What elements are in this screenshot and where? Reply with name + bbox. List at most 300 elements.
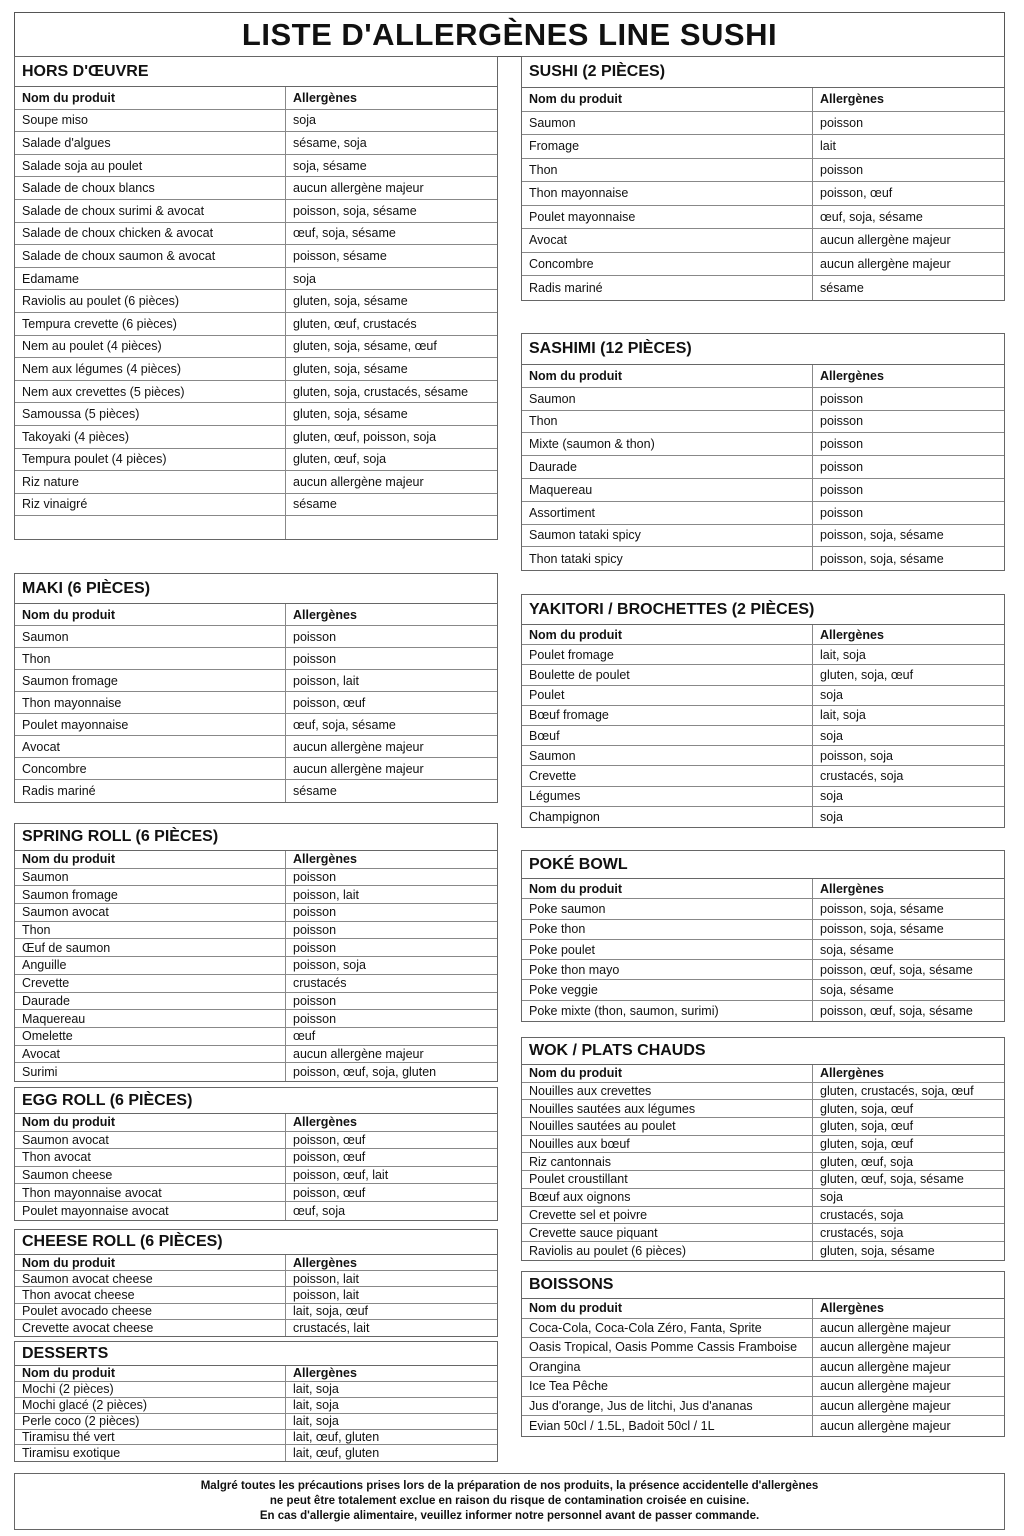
product-name: Bœuf aux oignons (522, 1189, 813, 1206)
product-name: Coca-Cola, Coca-Cola Zéro, Fanta, Sprite (522, 1319, 813, 1338)
allergen-list: soja, sésame (293, 158, 367, 173)
table-row (522, 1118, 1004, 1136)
table-row (522, 229, 1004, 253)
table-row (15, 904, 497, 922)
table-row (15, 1382, 497, 1398)
allergen-list: aucun allergène majeur (820, 1418, 951, 1433)
allergen-list: poisson, soja, sésame (820, 922, 944, 937)
table-row (15, 313, 497, 336)
allergen-list (286, 516, 497, 539)
product-name: Thon tataki spicy (522, 547, 813, 570)
table-row (15, 268, 497, 291)
table-row (15, 516, 497, 539)
product-name: Saumon fromage (15, 670, 286, 691)
table-row (15, 132, 497, 155)
table-row (15, 494, 497, 517)
allergen-list: lait, œuf, gluten (293, 1430, 380, 1444)
product-name: Nem au poulet (4 pièces) (15, 336, 286, 358)
table-row (522, 1207, 1004, 1225)
allergen-table (522, 1065, 1004, 1260)
allergen-list: poisson (820, 482, 864, 497)
product-name: Poke poulet (522, 940, 813, 959)
product-name: Soupe miso (15, 110, 286, 132)
allergen-table (522, 365, 1004, 570)
product-name: Thon (15, 648, 286, 669)
product-name: Nouilles aux bœuf (522, 1136, 813, 1153)
table-row (522, 182, 1004, 206)
column-header-allergens: Allergènes (293, 1366, 357, 1381)
allergen-list: poisson (293, 993, 337, 1008)
product-name: Saumon (522, 112, 813, 135)
column-header-allergens: Allergènes (293, 1115, 357, 1130)
table-row (15, 670, 497, 692)
table-header-row (522, 365, 1004, 388)
column-header-allergens: Allergènes (820, 1301, 884, 1316)
table-row (15, 381, 497, 404)
section-title: HORS D'ŒUVRE (15, 57, 497, 87)
table-row (522, 1397, 1004, 1417)
product-name: Tempura poulet (4 pièces) (15, 449, 286, 471)
column-header-product: Nom du produit (522, 1299, 813, 1318)
allergen-list: gluten, soja, crustacés, sésame (293, 384, 469, 399)
allergen-list: poisson (293, 923, 337, 938)
allergen-list: gluten, œuf, poisson, soja (293, 429, 437, 444)
table-row (15, 245, 497, 268)
table-row (522, 980, 1004, 1000)
product-name: Radis mariné (522, 276, 813, 300)
table-row (522, 746, 1004, 766)
allergen-list: aucun allergène majeur (820, 233, 951, 248)
product-name: Poulet mayonnaise (522, 206, 813, 229)
allergen-list: poisson (293, 905, 337, 920)
allergen-list: poisson (820, 115, 864, 130)
allergen-list: gluten, œuf, crustacés (293, 316, 417, 331)
table-row (15, 1202, 497, 1220)
product-name: Salade de choux blancs (15, 177, 286, 199)
section-title: EGG ROLL (6 PIÈCES) (15, 1088, 497, 1114)
column-header-allergens: Allergènes (293, 607, 357, 622)
allergen-list: crustacés (293, 976, 347, 991)
table-row (15, 869, 497, 887)
product-name: Riz nature (15, 471, 286, 493)
allergen-list: œuf, soja, sésame (293, 226, 396, 241)
allergen-list: crustacés, lait (293, 1320, 370, 1335)
allergen-list: crustacés, soja (820, 768, 904, 783)
allergen-table (15, 1114, 497, 1220)
product-name: Raviolis au poulet (6 pièces) (522, 1242, 813, 1260)
allergen-table (522, 879, 1004, 1021)
product-name: Avocat (15, 1046, 286, 1063)
page-title-box (14, 12, 1005, 57)
table-row (15, 1063, 497, 1081)
allergen-list: lait, soja (293, 1414, 339, 1429)
product-name: Ice Tea Pêche (522, 1377, 813, 1396)
allergen-list: lait, soja (293, 1398, 339, 1413)
allergen-list: lait, soja, œuf (293, 1304, 369, 1319)
table-row (15, 1398, 497, 1414)
product-name: Thon mayonnaise (522, 182, 813, 205)
allergen-list: poisson (820, 505, 864, 520)
product-name: Saumon avocat (15, 1132, 286, 1149)
allergen-list: poisson, sésame (293, 248, 387, 263)
product-name: Thon mayonnaise avocat (15, 1184, 286, 1201)
product-name: Poulet avocado cheese (15, 1304, 286, 1319)
column-header-product: Nom du produit (15, 851, 286, 868)
allergen-list: poisson (293, 940, 337, 955)
page-title: LISTE D'ALLERGÈNES LINE SUSHI (241, 16, 778, 52)
table-row (15, 403, 497, 426)
product-name: Takoyaki (4 pièces) (15, 426, 286, 448)
table-row (15, 975, 497, 993)
column-header-product: Nom du produit (522, 88, 813, 111)
table-row (522, 807, 1004, 827)
column-header-product: Nom du produit (15, 1114, 286, 1131)
product-name: Avocat (522, 229, 813, 252)
allergen-table (15, 851, 497, 1081)
product-name: Poulet fromage (522, 645, 813, 664)
allergen-list: sésame (293, 497, 337, 512)
column-header-product: Nom du produit (522, 625, 813, 644)
product-name: Maquereau (522, 479, 813, 501)
section-desserts (14, 1341, 498, 1462)
allergen-list: gluten, soja, sésame (293, 407, 408, 422)
allergen-list: aucun allergène majeur (820, 256, 951, 271)
table-row (15, 1271, 497, 1287)
table-row (522, 112, 1004, 136)
column-header-allergens: Allergènes (293, 852, 357, 867)
product-name: Edamame (15, 268, 286, 290)
product-name: Nem aux crevettes (5 pièces) (15, 381, 286, 403)
allergen-list: poisson (820, 162, 864, 177)
table-row (15, 1445, 497, 1461)
product-name: Crevette (522, 766, 813, 785)
table-header-row (15, 1114, 497, 1132)
allergen-list: poisson, lait (293, 1271, 360, 1286)
allergen-list: gluten, œuf, soja (820, 1154, 914, 1169)
allergen-list: soja, sésame (820, 942, 894, 957)
section-cheese-roll (14, 1229, 498, 1337)
table-row (522, 433, 1004, 456)
product-name: Thon mayonnaise (15, 692, 286, 713)
allergen-list: poisson (820, 437, 864, 452)
product-name: Poke mixte (thon, saumon, surimi) (522, 1001, 813, 1021)
section-title: SASHIMI (12 PIÈCES) (522, 334, 1004, 365)
allergen-list: poisson, lait (293, 673, 360, 688)
table-row (15, 1132, 497, 1150)
section-poke-bowl (521, 850, 1005, 1022)
table-header-row (522, 1299, 1004, 1319)
product-name: Nem aux légumes (4 pièces) (15, 358, 286, 380)
table-row (522, 940, 1004, 960)
table-row (522, 1171, 1004, 1189)
table-row (15, 1149, 497, 1167)
allergen-list: poisson, lait (293, 887, 360, 902)
allergen-list: œuf, soja (293, 1203, 346, 1218)
table-row (522, 206, 1004, 230)
product-name: Riz vinaigré (15, 494, 286, 516)
table-header-row (522, 879, 1004, 899)
allergen-list: gluten, soja, sésame (820, 1243, 935, 1258)
allergen-list: œuf (293, 1029, 316, 1044)
product-name: Perle coco (2 pièces) (15, 1414, 286, 1429)
section-sushi (521, 56, 1005, 301)
column-header-allergens: Allergènes (820, 627, 884, 642)
product-name: Avocat (15, 736, 286, 757)
allergen-list: poisson (820, 414, 864, 429)
table-header-row (15, 1255, 497, 1271)
product-name: Crevette sauce piquant (522, 1224, 813, 1241)
table-row (522, 502, 1004, 525)
column-header-product: Nom du produit (15, 1366, 286, 1381)
allergen-list: poisson, soja, sésame (820, 551, 944, 566)
allergen-table (15, 87, 497, 539)
table-row (15, 1028, 497, 1046)
product-name: Boulette de poulet (522, 665, 813, 684)
allergen-list: lait (820, 139, 836, 154)
allergen-list: poisson (293, 651, 337, 666)
product-name: Nouilles sautées aux légumes (522, 1100, 813, 1117)
allergen-list: aucun allergène majeur (293, 181, 424, 196)
allergen-list: aucun allergène majeur (820, 1379, 951, 1394)
product-name: Saumon avocat cheese (15, 1271, 286, 1286)
allergen-list: lait, soja (293, 1382, 339, 1397)
product-name: Daurade (522, 456, 813, 478)
product-name: Salade de choux surimi & avocat (15, 200, 286, 222)
product-name (15, 516, 286, 539)
product-name: Poke thon mayo (522, 960, 813, 979)
product-name: Mochi glacé (2 pièces) (15, 1398, 286, 1413)
column-header-product: Nom du produit (15, 604, 286, 625)
allergen-list: soja (820, 728, 843, 743)
product-name: Jus d'orange, Jus de litchi, Jus d'ananas (522, 1397, 813, 1416)
allergen-list: gluten, crustacés, soja, œuf (820, 1084, 974, 1099)
allergen-list: gluten, soja, sésame (293, 361, 408, 376)
table-row (15, 736, 497, 758)
table-row (522, 1224, 1004, 1242)
table-row (15, 1430, 497, 1446)
product-name: Bœuf fromage (522, 706, 813, 725)
table-row (15, 886, 497, 904)
table-row (522, 479, 1004, 502)
table-row (15, 1046, 497, 1064)
table-row (522, 388, 1004, 411)
allergen-list: œuf, soja, sésame (293, 717, 396, 732)
section-wok (521, 1037, 1005, 1261)
allergen-list: gluten, soja, œuf (820, 1101, 914, 1116)
table-row (15, 358, 497, 381)
allergen-list: poisson, œuf (820, 186, 893, 201)
allergen-list: aucun allergène majeur (820, 1359, 951, 1374)
allergen-list: soja, sésame (820, 983, 894, 998)
table-row (15, 780, 497, 802)
table-row (522, 1189, 1004, 1207)
product-name: Salade d'algues (15, 132, 286, 154)
table-row (15, 993, 497, 1011)
allergen-list: soja (820, 1190, 843, 1205)
section-yakitori (521, 594, 1005, 828)
product-name: Crevette avocat cheese (15, 1320, 286, 1336)
product-name: Nouilles aux crevettes (522, 1083, 813, 1100)
product-name: Maquereau (15, 1010, 286, 1027)
allergen-list: sésame (820, 280, 864, 295)
allergen-list: poisson, œuf (293, 1132, 366, 1147)
table-header-row (15, 604, 497, 626)
allergen-list: gluten, soja, sésame (293, 294, 408, 309)
product-name: Salade de choux saumon & avocat (15, 245, 286, 267)
allergen-list: gluten, soja, œuf (820, 667, 914, 682)
column-header-allergens: Allergènes (820, 1066, 884, 1081)
table-row (15, 471, 497, 494)
table-row (15, 957, 497, 975)
product-name: Thon avocat cheese (15, 1287, 286, 1302)
table-row (522, 1242, 1004, 1260)
allergen-table (522, 1299, 1004, 1436)
allergen-list: crustacés, soja (820, 1207, 904, 1222)
table-row (15, 714, 497, 736)
product-name: Œuf de saumon (15, 939, 286, 956)
product-name: Crevette (15, 975, 286, 992)
allergen-list: sésame (293, 784, 337, 798)
product-name: Poulet (522, 686, 813, 705)
table-row (15, 626, 497, 648)
product-name: Salade soja au poulet (15, 155, 286, 177)
table-row (522, 547, 1004, 570)
allergen-list: poisson, œuf, soja, sésame (820, 1003, 973, 1018)
table-row (15, 1304, 497, 1320)
product-name: Thon (522, 411, 813, 433)
disclaimer-line-3: En cas d'allergie alimentaire, veuillez informer notre personnel avant de passer commande. (259, 1510, 760, 1522)
table-row (522, 960, 1004, 980)
product-name: Saumon fromage (15, 886, 286, 903)
product-name: Saumon (522, 388, 813, 410)
allergen-list: gluten, œuf, soja (293, 452, 387, 467)
allergen-list: sésame, soja (293, 135, 367, 150)
table-row (522, 787, 1004, 807)
table-row (522, 1319, 1004, 1339)
table-row (522, 706, 1004, 726)
product-name: Tiramisu thé vert (15, 1430, 286, 1445)
product-name: Radis mariné (15, 780, 286, 802)
allergen-list: lait, œuf, gluten (293, 1446, 380, 1461)
product-name: Omelette (15, 1028, 286, 1045)
table-header-row (522, 1065, 1004, 1083)
allergen-list: poisson, lait (293, 1287, 360, 1302)
allergen-table (15, 604, 497, 802)
product-name: Thon avocat (15, 1149, 286, 1166)
column-header-allergens: Allergènes (820, 881, 884, 896)
column-header-allergens: Allergènes (293, 90, 357, 105)
table-row (522, 1416, 1004, 1436)
allergen-list: œuf, soja, sésame (820, 209, 923, 224)
product-name: Orangina (522, 1358, 813, 1377)
allergen-list: gluten, œuf, soja, sésame (820, 1172, 964, 1187)
table-row (15, 426, 497, 449)
allergen-list: poisson (293, 629, 337, 644)
table-row (15, 758, 497, 780)
table-row (522, 411, 1004, 434)
allergen-list: poisson, œuf, soja, gluten (293, 1065, 437, 1080)
table-row (15, 223, 497, 246)
allergen-list: aucun allergène majeur (293, 474, 424, 489)
table-row (15, 692, 497, 714)
product-name: Thon (522, 159, 813, 182)
column-header-product: Nom du produit (522, 1065, 813, 1082)
product-name: Poke saumon (522, 899, 813, 918)
table-row (522, 920, 1004, 940)
product-name: Saumon tataki spicy (522, 525, 813, 547)
section-sashimi (521, 333, 1005, 571)
product-name: Champignon (522, 807, 813, 827)
allergen-list: lait, soja (820, 647, 866, 662)
column-header-product: Nom du produit (15, 87, 286, 109)
table-row (522, 1377, 1004, 1397)
product-name: Concombre (15, 758, 286, 779)
product-name: Tiramisu exotique (15, 1445, 286, 1461)
allergen-list: poisson, soja (820, 748, 893, 763)
column-header-product: Nom du produit (522, 879, 813, 898)
allergen-list: aucun allergène majeur (293, 739, 424, 754)
table-row (522, 1001, 1004, 1021)
product-name: Assortiment (522, 502, 813, 524)
product-name: Mixte (saumon & thon) (522, 433, 813, 455)
table-row (15, 177, 497, 200)
allergen-list: poisson, œuf (293, 1185, 366, 1200)
table-row (522, 1100, 1004, 1118)
table-row (15, 1287, 497, 1303)
allergen-list: poisson, œuf, soja, sésame (820, 962, 973, 977)
allergen-list: poisson, œuf (293, 695, 366, 710)
product-name: Raviolis au poulet (6 pièces) (15, 290, 286, 312)
allergen-list: soja (820, 789, 843, 804)
product-name: Poulet mayonnaise (15, 714, 286, 735)
product-name: Saumon (15, 626, 286, 647)
allergen-list: poisson, œuf, lait (293, 1168, 389, 1183)
table-row (15, 1167, 497, 1185)
allergen-table (522, 88, 1004, 300)
allergy-disclaimer (14, 1473, 1005, 1530)
section-title: YAKITORI / BROCHETTES (2 PIÈCES) (522, 595, 1004, 625)
allergen-list: poisson (293, 870, 337, 885)
section-title: DESSERTS (15, 1342, 497, 1366)
allergen-list: poisson (820, 391, 864, 406)
table-header-row (15, 87, 497, 110)
table-header-row (522, 88, 1004, 112)
allergen-list: soja (820, 688, 843, 703)
product-name: Evian 50cl / 1.5L, Badoit 50cl / 1L (522, 1416, 813, 1436)
product-name: Poke veggie (522, 980, 813, 999)
allergen-list: poisson (293, 1011, 337, 1026)
allergen-list: gluten, soja, œuf (820, 1119, 914, 1134)
allergen-table (522, 625, 1004, 827)
table-row (15, 648, 497, 670)
product-name: Fromage (522, 135, 813, 158)
product-name: Oasis Tropical, Oasis Pomme Cassis Framboise (522, 1338, 813, 1357)
table-row (15, 1010, 497, 1028)
section-title: WOK / PLATS CHAUDS (522, 1038, 1004, 1065)
section-title: BOISSONS (522, 1272, 1004, 1299)
product-name: Concombre (522, 253, 813, 276)
table-row (15, 336, 497, 359)
table-row (522, 1358, 1004, 1378)
section-title: SUSHI (2 PIÈCES) (522, 57, 1004, 88)
table-row (522, 159, 1004, 183)
allergen-table (15, 1366, 497, 1461)
section-boissons (521, 1271, 1005, 1437)
allergen-list: soja (293, 113, 316, 128)
allergen-list: soja (293, 271, 316, 286)
table-row (522, 766, 1004, 786)
product-name: Tempura crevette (6 pièces) (15, 313, 286, 335)
